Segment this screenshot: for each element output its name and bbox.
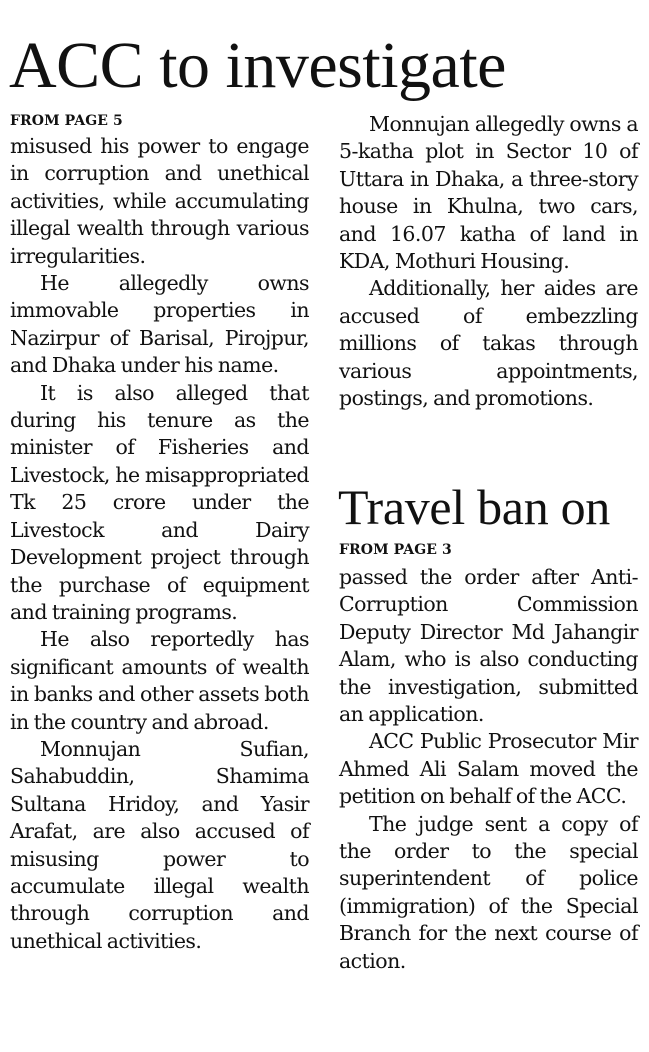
article1-continuation-label: FROM PAGE 5	[10, 113, 123, 129]
article1-column-left	[10, 133, 309, 955]
article1-column-right	[339, 111, 638, 412]
article1-paragraph-7: Additionally, her aides are accused of embezzling millions of takas through various appointments, postings, and promotions.	[339, 276, 638, 411]
article2-paragraph-3: The judge sent a copy of the order to the special superintendent of police (immigration) of the Special Branch for the next course of action.	[339, 811, 638, 973]
article1-paragraph-6: Monnujan allegedly owns a 5-katha plot in Sector 10 of Uttara in Dhaka, a three-story house in Khulna, two cars, and 16.07 katha of land in KDA, Mothuri Housing.	[339, 112, 638, 274]
article1-paragraph-1: misused his power to engage in corruption and unethical activities, while accumulating illegal wealth through various irregularities.	[10, 134, 309, 268]
article1-paragraph-3: It is also alleged that during his tenure as the minister of Fisheries and Livestock, he misappropriated Tk 25 crore under the Livestock and Dairy Development project through the purchase of equipment and training programs.	[10, 380, 309, 624]
article1-headline: ACC to investigate	[9, 29, 506, 102]
article2-continuation-label: FROM PAGE 3	[339, 542, 452, 558]
article1-paragraph-4: He also reportedly has significant amounts of wealth in banks and other assets both in the country and abroad.	[10, 627, 309, 734]
article2-headline: Travel ban on	[338, 479, 611, 535]
article2-paragraph-2: ACC Public Prosecutor Mir Ahmed Ali Salam moved the petition on behalf of the ACC.	[339, 729, 638, 809]
article1-paragraph-5: Monnujan Sufian, Sahabuddin, Shamima Sultana Hridoy, and Yasir Arafat, are also accused of misusing power to accumulate illegal wealth through corruption and unethical activities.	[10, 736, 309, 953]
article2-paragraph-1: passed the order after Anti-Corruption Commission Deputy Director Md Jahangir Alam, who is also conducting the investigation, submitted an application.	[339, 565, 638, 727]
article2-column	[339, 564, 638, 975]
article1-paragraph-2: He allegedly owns immovable properties in Nazirpur of Barisal, Pirojpur, and Dhaka under his name.	[10, 271, 309, 378]
